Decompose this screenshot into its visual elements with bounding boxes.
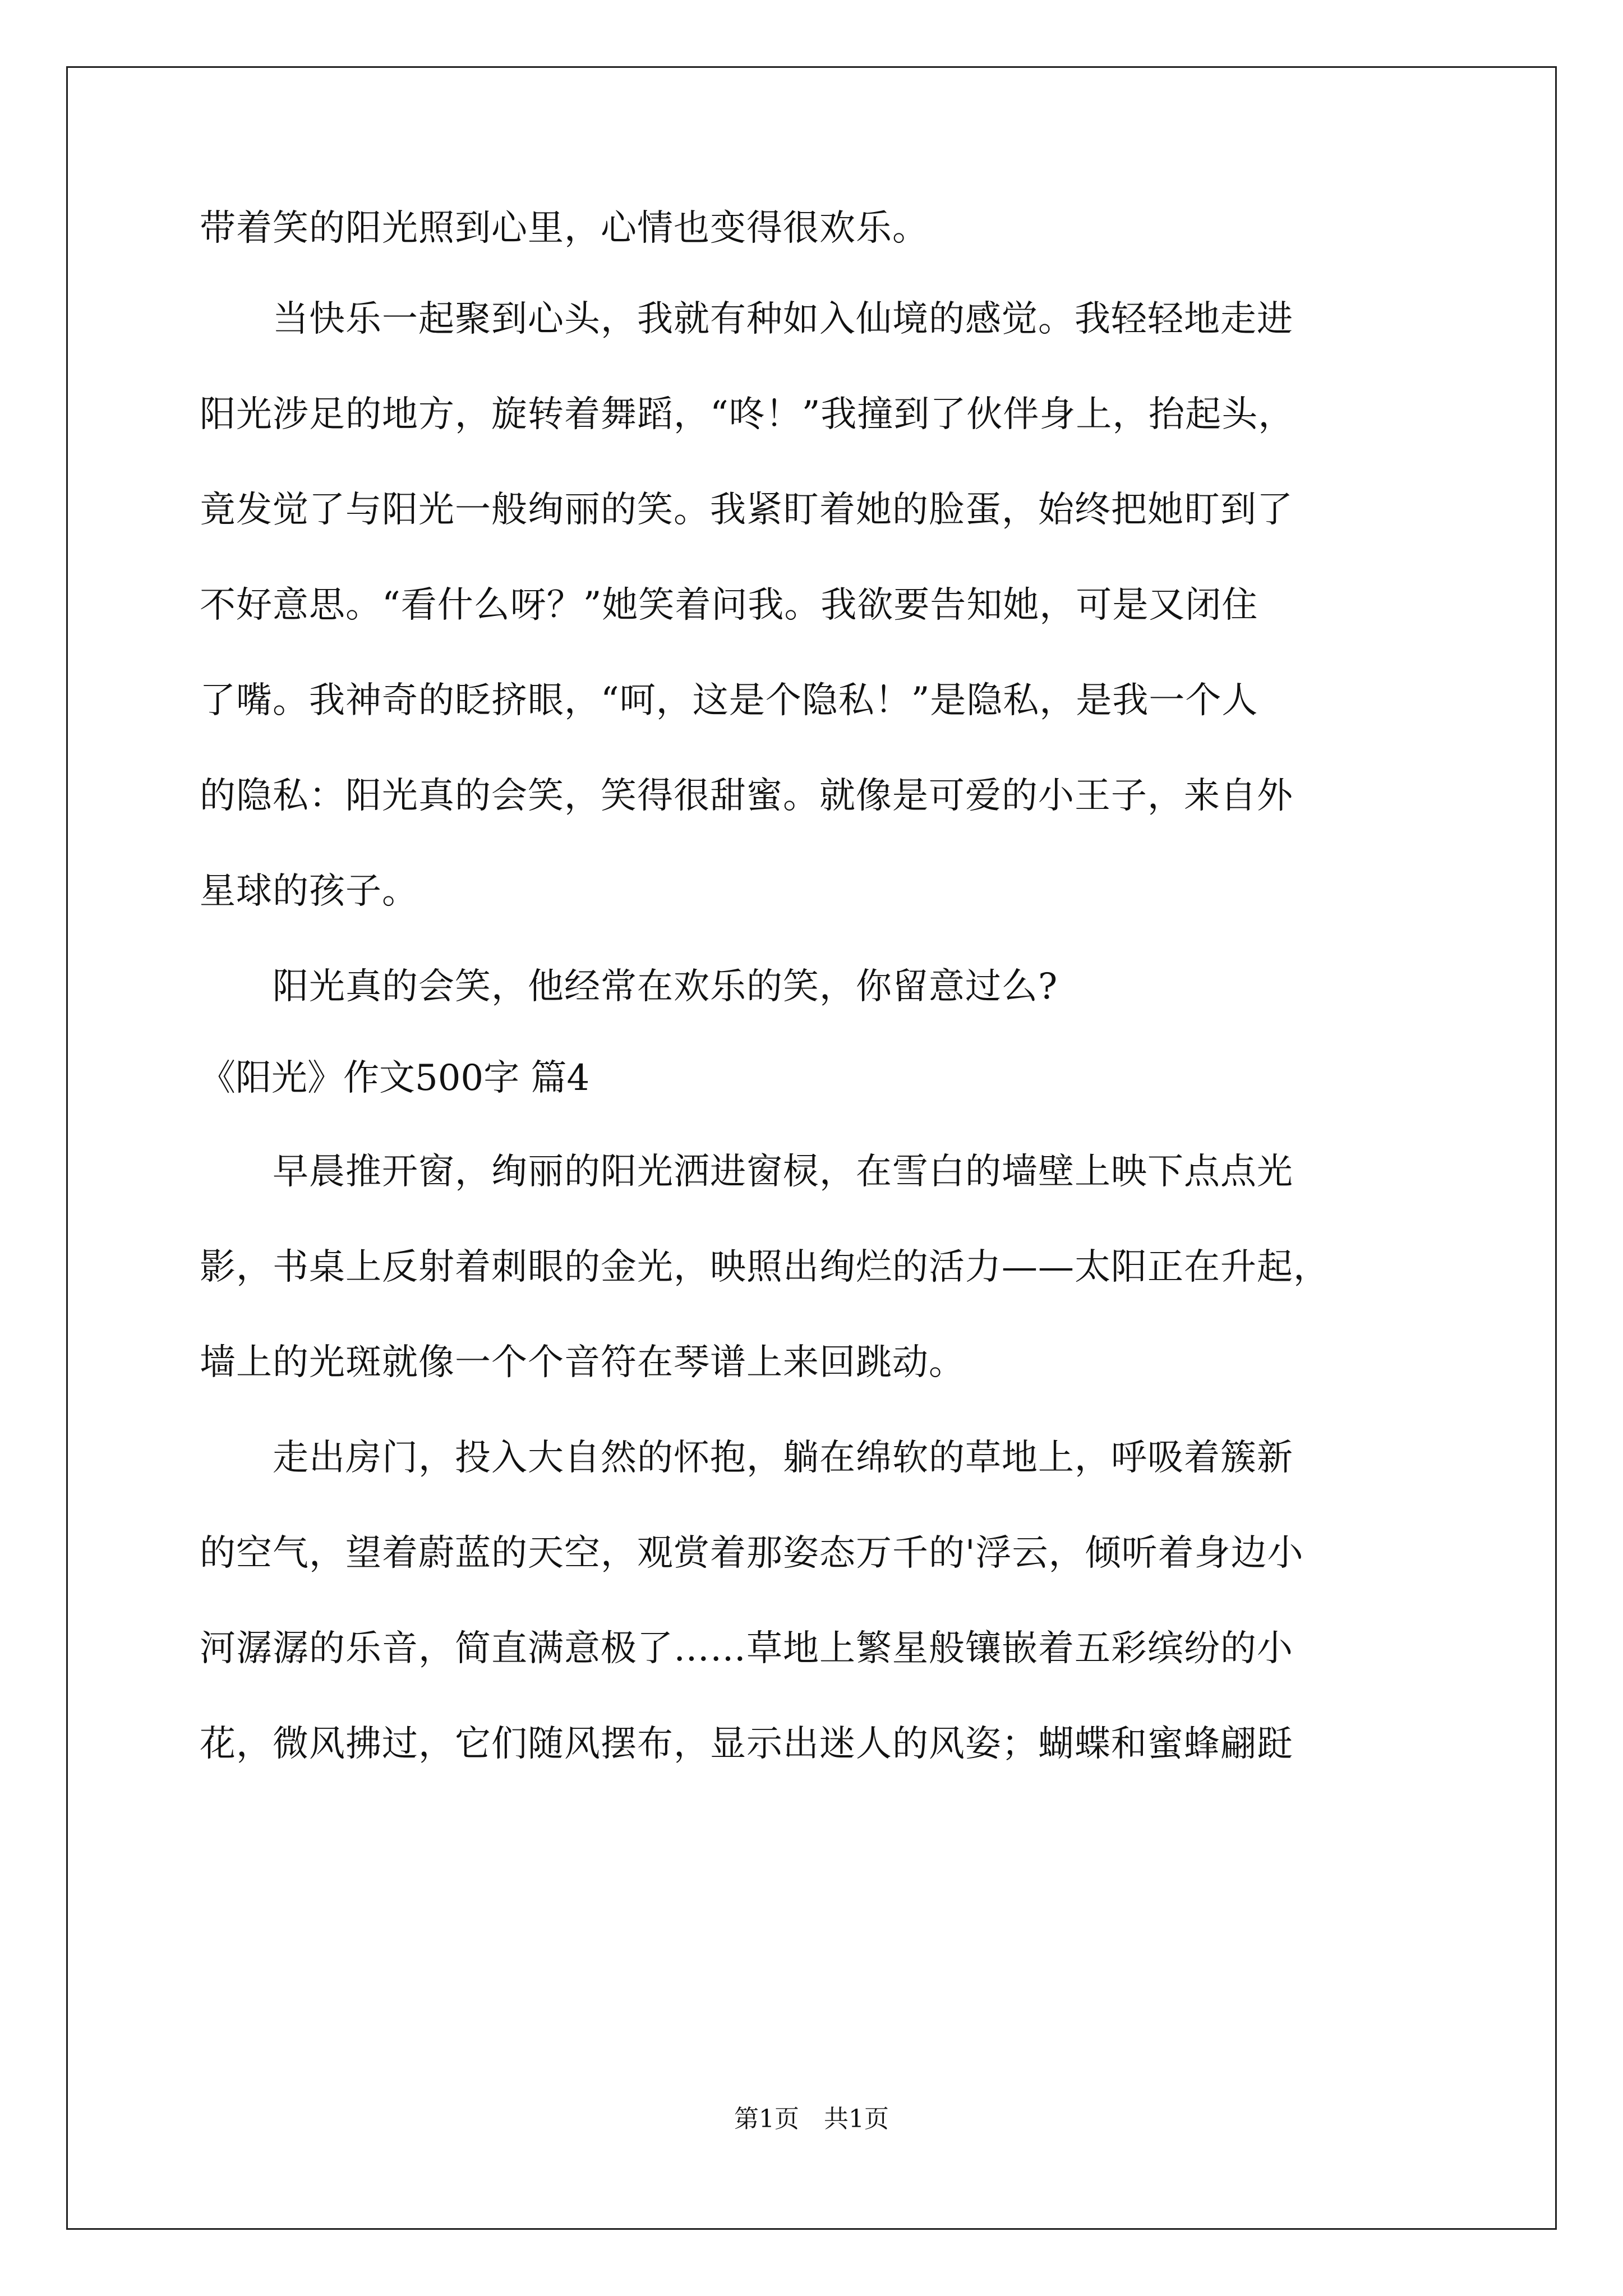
section-heading: 《阳光》作文500字 篇4 (200, 1057, 590, 1099)
page-border (66, 66, 1557, 2230)
text-line: 走出房门，投入大自然的怀抱，躺在绵软的草地上，呼吸着簇新 (200, 1437, 1293, 1479)
text-line: 当快乐一起聚到心头，我就有种如入仙境的感觉。我轻轻地走进 (200, 298, 1293, 340)
text-line: 阳光涉足的地方，旋转着舞蹈，“咚！”我撞到了伙伴身上，抬起头， (200, 394, 1295, 435)
text-line: 花，微风拂过，它们随风摆布，显示出迷人的风姿；蝴蝶和蜜蜂翩跹 (200, 1723, 1293, 1765)
text-line: 了嘴。我神奇的眨挤眼，“呵，这是个隐私！”是隐私，是我一个人 (200, 680, 1258, 721)
text-line: 河潺潺的乐音，简直满意极了……草地上繁星般镶嵌着五彩缤纷的小 (200, 1628, 1293, 1669)
text-line: 竟发觉了与阳光一般绚丽的笑。我紧盯着她的脸蛋，始终把她盯到了 (200, 489, 1293, 531)
text-line: 阳光真的会笑，他经常在欢乐的笑，你留意过么? (200, 966, 1058, 1007)
text-line: 的空气，望着蔚蓝的天空，观赏着那姿态万千的'浮云，倾听着身边小 (200, 1533, 1304, 1574)
text-line: 星球的孩子。 (200, 871, 418, 912)
text-line: 早晨推开窗，绚丽的阳光洒进窗棂，在雪白的墙壁上映下点点光 (200, 1151, 1293, 1193)
page-footer: 第1页 共1页 (734, 2105, 889, 2133)
text-line: 不好意思。“看什么呀？”她笑着问我。我欲要告知她，可是又闭住 (200, 585, 1258, 626)
text-line: 的隐私：阳光真的会笑，笑得很甜蜜。就像是可爱的小王子，来自外 (200, 775, 1293, 817)
text-line: 带着笑的阳光照到心里，心情也变得很欢乐。 (200, 208, 929, 249)
text-line: 墙上的光斑就像一个个音符在琴谱上来回跳动。 (200, 1342, 965, 1383)
text-line: 影，书桌上反射着刺眼的金光，映照出绚烂的活力——太阳正在升起， (200, 1246, 1330, 1288)
